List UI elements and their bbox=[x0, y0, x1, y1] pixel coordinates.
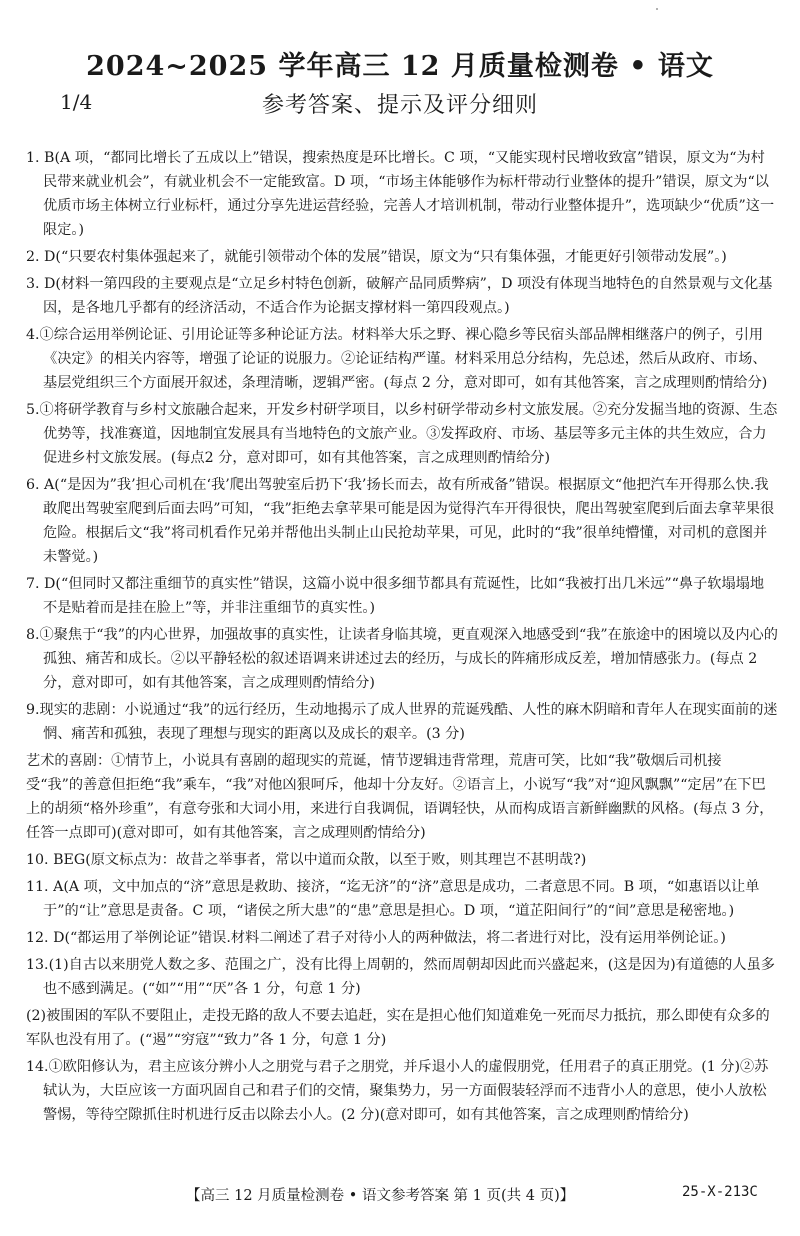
answer-item-9-part1: 9.现实的悲剧：小说通过“我”的远行经历，生动地揭示了成人世界的荒诞残酷、人性的麻木阴暗和青年人在现实面前的迷惘、痛苦和孤独，表现了理想与现实的距离以及成长的艰辛。(3 分) bbox=[26, 702, 778, 742]
page-index: 1/4 bbox=[60, 90, 93, 114]
answer-item-11: 11. A(A 项，文中加点的“济”意思是救助、接济，“迄无济”的“济”意思是成功，二者意思不同。B 项，“如惠语以让单于”的“让”意思是责备。C 项，“诸侯之所大患”的“患”意思是担心。D 项，“道芷阳间行”的“间”意思是秘密地。) bbox=[26, 879, 760, 919]
document-code: 25-X-213C bbox=[682, 1184, 758, 1200]
answer-item-9-part2: 艺术的喜剧：①情节上，小说具有喜剧的超现实的荒诞，情节逻辑违背常理，荒唐可笑，比如“我”敬烟后司机接受“我”的善意但拒绝“我”乘车，“我”对他凶狠呵斥，他却十分友好。②语言上，小说写“我”对“迎风飘飘”“定居”在下巴上的胡须“格外珍重”，有意夸张和大词小用，来进行自我调侃，语调轻快，从而构成语言新鲜幽默的风格。(每点 3 分，任答一点即可)(意对即可，如有其他答案，言之成理则酌情给分) bbox=[26, 753, 774, 841]
answer-item-5: 5.①将研学教育与乡村文旅融合起来，开发乡村研学项目，以乡村研学带动乡村文旅发展。②充分发掘当地的资源、生态优势等，找准赛道，因地制宜发展具有当地特色的文旅产业。③发挥政府、市场、基层等多元主体的共生效应，合力促进乡村文旅发展。(每点2 分，意对即可，如有其他答案，言之成理则酌情给分) bbox=[26, 402, 778, 466]
answer-item-13-part2: (2)被围困的军队不要阻止，走投无路的敌人不要去追赶，实在是担心他们知道难免一死而尽力抵抗，那么即使有众多的军队也没有用了。(“遏”“穷寇”“致力”各 1 分，句意 1 分) bbox=[26, 1008, 770, 1048]
answer-item-12: 12. D(“都运用了举例论证”错误.材料二阐述了君子对待小人的两种做法，将二者进行对比，没有运用举例论证。) bbox=[26, 930, 726, 946]
answer-item-10: 10. BEG(原文标点为：故昔之举事者，常以中道而众散，以至于败，则其理岂不甚明哉?) bbox=[26, 852, 587, 868]
document-title: 2024~2025 学年高三 12 月质量检测卷 • 语文 bbox=[86, 51, 714, 82]
scan-speck bbox=[656, 8, 658, 10]
answer-item-2: 2. D(“只要农村集体强起来了，就能引领带动个体的发展”错误，原文为“只有集体强，才能更好引领带动发展”。) bbox=[26, 249, 727, 265]
answer-item-7: 7. D(“但同时又都注重细节的真实性”错误，这篇小说中很多细节都具有荒诞性，比如“我被打出几米远”“鼻子软塌塌地不是贴着而是挂在脸上”等，并非注重细节的真实性。) bbox=[26, 576, 765, 616]
answer-item-3: 3. D(材料一第四段的主要观点是“立足乡村特色创新，破解产品同质弊病”，D 项没有体现当地特色的自然景观与文化基因，是各地几乎都有的经济活动，不适合作为论据支撑材料一第四段观点。) bbox=[26, 276, 773, 316]
answer-item-4: 4.①综合运用举例论证、引用论证等多种论证方法。材料举大乐之野、裸心隐乡等民宿头部品牌相继落户的例子，引用《决定》的相关内容等，增强了论证的说服力。②论证结构严谨。材料采用总分结构，先总述，然后从政府、市场、基层党组织三个方面展开叙述，条理清晰，逻辑严密。(每点 2 分，意对即可，如有其他答案，言之成理则酌情给分) bbox=[26, 327, 768, 391]
answer-item-6: 6. A(“是因为”我’担心司机在‘我’爬出驾驶室后扔下‘我’扬长而去，故有所戒备”错误。根据原文“他把汽车开得那么快.我敢爬出驾驶室爬到后面去吗”可知，“我”拒绝去拿苹果可能是因为觉得汽车开得很快，爬出驾驶室爬到后面去拿苹果很危险。根据后文“我”将司机看作兄弟并帮他出头制止山民抢劫苹果，可见，此时的“我”很单纯懵懂，对司机的意图并未警觉。) bbox=[26, 477, 775, 565]
answer-item-1: 1. B(A 项，“都同比增长了五成以上”错误，搜索热度是环比增长。C 项，“又能实现村民增收致富”错误，原文为“为村民带来就业机会”，有就业机会不一定能致富。D 项，“市场主体能够作为标杆带动行业整体的提升”错误，原文为“以优质市场主体树立行业标杆，通过分享先进运营经验，完善人才培训机制，带动行业整体提升”，选项缺少“优质”这一限定。) bbox=[26, 150, 775, 238]
footer-caption: 【高三 12 月质量检测卷 • 语文参考答案 第 1 页(共 4 页)】 bbox=[186, 1188, 575, 1204]
answer-item-8: 8.①聚焦于“我”的内心世界，加强故事的真实性，让读者身临其境，更直观深入地感受到“我”在旅途中的困境以及内心的孤独、痛苦和成长。②以平静轻松的叙述语调来讲述过去的经历，与成长的阵痛形成反差，增加情感张力。(每点 2 分，意对即可，如有其他答案，言之成理则酌情给分) bbox=[26, 627, 778, 691]
answer-item-14: 14.①欧阳修认为，君主应该分辨小人之朋党与君子之朋党，并斥退小人的虚假朋党，任用君子的真正朋党。(1 分)②苏轼认为，大臣应该一方面巩固自己和君子们的交情，聚集势力，另一方面假装轻浮而不违背小人的意思，使小人放松警惕，等待空隙抓住时机进行反击以除去小人。(2 分)(意对即可，如有其他答案，言之成理则酌情给分) bbox=[26, 1059, 769, 1123]
answer-list bbox=[26, 146, 778, 1130]
document-subtitle: 参考答案、提示及评分细则 bbox=[261, 93, 538, 118]
answer-item-13-part1: 13.(1)自古以来朋党人数之多、范围之广，没有比得上周朝的，然而周朝却因此而兴盛起来，(这是因为)有道德的人虽多也不感到满足。(“如”“用”“厌”各 1 分，句意 1 分) bbox=[26, 957, 775, 997]
